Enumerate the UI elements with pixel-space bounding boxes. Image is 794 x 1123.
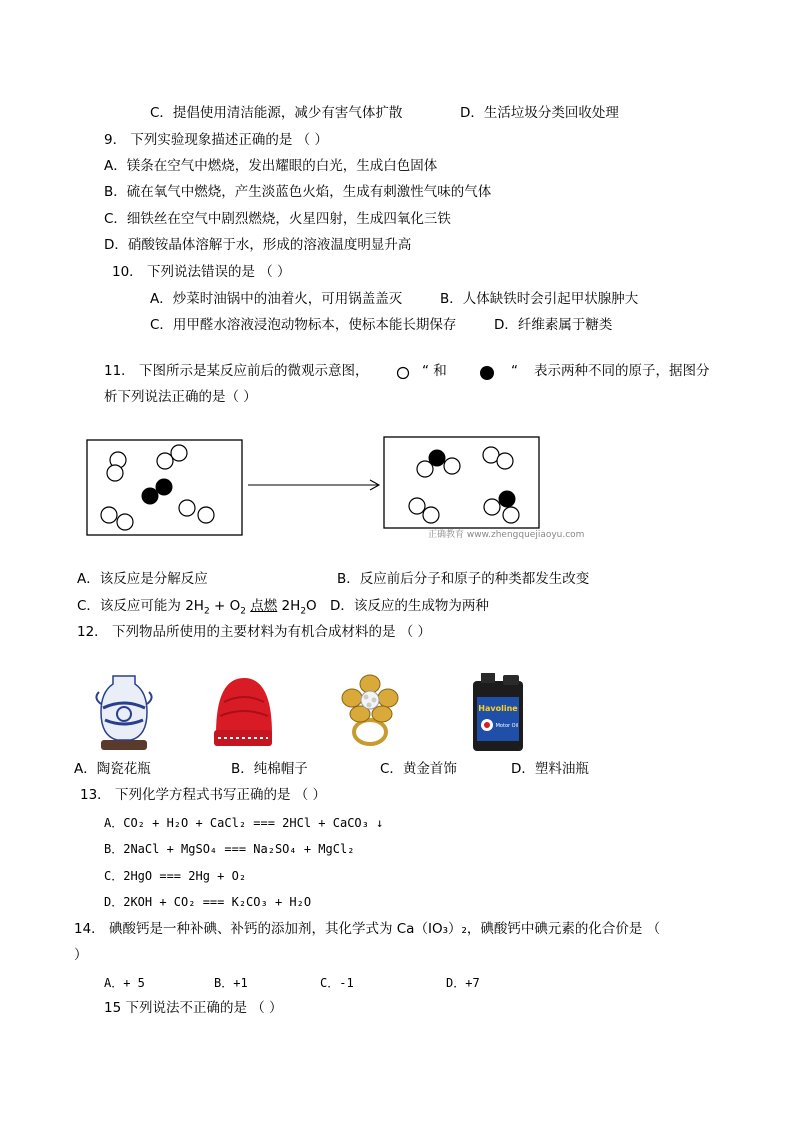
q10-option-d: D．纤维素属于糖类 [494,317,613,333]
before-reaction-box [87,440,242,535]
q14-option-b: B．+1 [214,976,248,990]
q9-option-d: D．硝酸铵晶体溶解于水，形成的溶液温度明显升高 [104,237,412,253]
q14-stem-end: ） [74,947,88,963]
q11-quote-close: “ [511,363,518,379]
q11-stem-part1: 11． 下图所示是某反应前后的微观示意图， [104,363,369,379]
q13-option-a: A．CO₂ + H₂O + CaCl₂ === 2HCl + CaCO₃ ↓ [104,816,384,830]
cotton-hat-icon [210,672,274,752]
ceramic-vase-icon [93,672,155,752]
q11-stem-part2: 表示两种不同的原子，据图分 [534,363,710,379]
q9-option-b: B．硫在氧气中燃烧，产生淡蓝色火焰，生成有刺激性气味的气体 [104,184,492,200]
gold-jewelry-icon [336,670,406,752]
q11-stem-line2: 析下列说法正确的是（ ） [104,389,257,405]
q9-option-c: C．细铁丝在空气中剧烈燃烧，火星四射，生成四氧化三铁 [104,211,451,227]
oil-brand: Havoline [478,704,518,713]
q11-option-d: D．该反应的生成物为两种 [330,598,489,614]
q10-option-c: C．用甲醛水溶液浸泡动物标本，使标本能长期保存 [150,317,457,333]
q10-stem: 10． 下列说法错误的是 （ ） [112,264,291,280]
q14-option-a: A．+ 5 [104,976,145,990]
q14-stem: 14． 碘酸钙是一种补碘、补钙的添加剂，其化学式为 Ca（IO₃）₂，碘酸钙中碘元素的化合价是 （ [74,921,661,937]
q13-option-b: B．2NaCl + MgSO₄ === Na₂SO₄ + MgCl₂ [104,842,355,856]
q10-option-b: B．人体缺铁时会引起甲状腺肿大 [440,291,639,307]
after-reaction-box [384,437,539,528]
q15-stem: 15 下列说法不正确的是 （ ） [104,1000,283,1016]
reaction-diagram [85,433,585,545]
q12-option-a: A．陶瓷花瓶 [74,761,151,777]
q12-option-d: D．塑料油瓶 [511,761,589,777]
black-atom-icon [478,364,496,382]
q11-option-b: B．反应前后分子和原子的种类都发生改变 [337,571,590,587]
q8-option-d: D．生活垃圾分类回收处理 [460,105,619,121]
q13-stem: 13． 下列化学方程式书写正确的是 （ ） [80,787,327,803]
plastic-oil-bottle-icon [469,671,527,753]
reaction-arrow [248,480,379,490]
q14-option-c: C．-1 [320,976,354,990]
watermark: 正确教育 www.zhengquejiaoyu.com [428,530,585,540]
q12-option-c: C．黄金首饰 [380,761,457,777]
q12-option-b: B．纯棉帽子 [231,761,308,777]
q8-option-c: C．提倡使用清洁能源，减少有害气体扩散 [150,105,403,121]
oil-label: Motor Oil [495,723,519,729]
q9-option-a: A．镁条在空气中燃烧，发出耀眼的白光，生成白色固体 [104,158,438,174]
q11-option-a: A．该反应是分解反应 [77,571,208,587]
black-atom [142,488,159,505]
q11-option-c: C．该反应可能为 $2H_2 + O_2$ 点燃 $2H_2O$ [77,598,317,617]
white-atom-icon [395,365,411,381]
q11-quote-and: “ 和 [422,363,447,379]
q13-option-d: D．2KOH + CO₂ === K₂CO₃ + H₂O [104,895,312,909]
q9-stem: 9． 下列实验现象描述正确的是 （ ） [104,132,328,148]
q14-option-d: D．+7 [446,976,480,990]
q10-option-a: A．炒菜时油锅中的油着火，可用锅盖盖灭 [150,291,403,307]
q12-stem: 12． 下列物品所使用的主要材料为有机合成材料的是 （ ） [77,624,432,640]
q13-option-c: C．2HgO === 2Hg + O₂ [104,869,247,883]
black-atom [156,479,173,496]
